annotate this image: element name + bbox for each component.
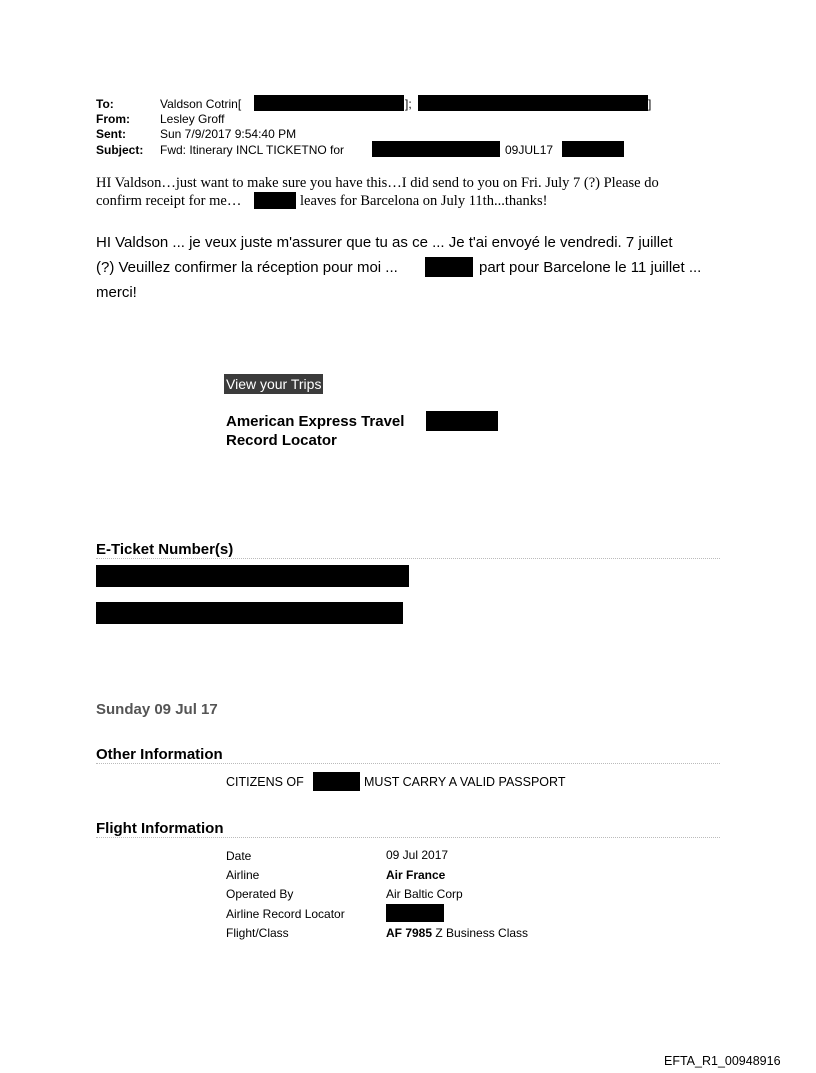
message-en-line-2b: leaves for Barcelona on July 11th...thanks! xyxy=(300,193,548,209)
other-info-text-a: CITIZENS OF xyxy=(226,775,304,789)
redaction-airline-locator xyxy=(386,904,444,922)
flight-row-value-date: 09 Jul 2017 xyxy=(386,848,449,862)
redaction-fr-name xyxy=(425,257,473,277)
other-info-text-b: MUST CARRY A VALID PASSPORT xyxy=(364,775,566,789)
flight-row-label-airline: Airline xyxy=(226,868,260,882)
flight-row-value-flight-class xyxy=(386,926,528,940)
flight-row-label-operated-by: Operated By xyxy=(226,887,294,901)
redaction-subject-code xyxy=(562,141,624,157)
redaction-record-locator xyxy=(426,411,498,431)
redaction-eticket-2 xyxy=(96,602,403,624)
message-fr-line-3: merci! xyxy=(96,284,137,301)
other-info-divider xyxy=(96,763,720,764)
eticket-title: E-Ticket Number(s) xyxy=(96,541,234,558)
from-label: From: xyxy=(96,112,130,126)
sent-label: Sent: xyxy=(96,127,126,141)
message-en-line-2a: confirm receipt for me… xyxy=(96,193,242,209)
flight-info-divider xyxy=(96,837,720,838)
amex-line-2: Record Locator xyxy=(226,432,337,449)
day-heading: Sunday 09 Jul 17 xyxy=(96,701,218,718)
flight-row-value-airline: Air France xyxy=(386,868,446,882)
flight-row-label-date: Date xyxy=(226,849,252,863)
redaction-to-email-2 xyxy=(418,95,648,111)
view-trips-button[interactable]: View your Trips xyxy=(226,376,322,392)
sent-value: Sun 7/9/2017 9:54:40 PM xyxy=(160,127,297,141)
flight-info-title: Flight Information xyxy=(96,820,224,837)
eticket-divider xyxy=(96,558,720,559)
flight-row-label-record-locator: Airline Record Locator xyxy=(226,907,345,921)
to-value: Valdson Cotrin[ xyxy=(160,97,242,111)
subject-label: Subject: xyxy=(96,143,144,157)
flight-row-value-operated-by: Air Baltic Corp xyxy=(386,887,463,901)
subject-value: Fwd: Itinerary INCL TICKETNO for xyxy=(160,143,345,157)
message-en-line-1: HI Valdson…just want to make sure you have this…I did send to you on Fri. July 7 (?) Please do xyxy=(96,175,659,191)
other-info-title: Other Information xyxy=(96,746,223,763)
flight-class: Z Business Class xyxy=(432,926,529,940)
to-label: To: xyxy=(96,97,114,111)
message-fr-line-2b: part pour Barcelone le 11 juillet ... xyxy=(479,259,702,276)
subject-date: 09JUL17 xyxy=(505,143,554,157)
flight-row-label-flight-class: Flight/Class xyxy=(226,926,289,940)
amex-line-1: American Express Travel xyxy=(226,413,405,430)
from-value: Lesley Groff xyxy=(160,112,225,126)
message-fr-line-2a: (?) Veuillez confirmer la réception pour moi ... xyxy=(96,259,398,276)
redaction-citizenship xyxy=(313,772,360,791)
redaction-to-email xyxy=(254,95,404,111)
document-id: EFTA_R1_00948916 xyxy=(664,1054,781,1068)
message-fr-line-1: HI Valdson ... je veux juste m'assurer que tu as ce ... Je t'ai envoyé le vendredi. 7 juillet xyxy=(96,234,673,251)
flight-number: AF 7985 xyxy=(386,926,433,940)
to-separator: ]; xyxy=(405,97,412,111)
redaction-en-name xyxy=(254,192,296,209)
redaction-eticket-1 xyxy=(96,565,409,587)
redaction-subject-name xyxy=(372,141,500,157)
to-end: ] xyxy=(648,97,652,111)
